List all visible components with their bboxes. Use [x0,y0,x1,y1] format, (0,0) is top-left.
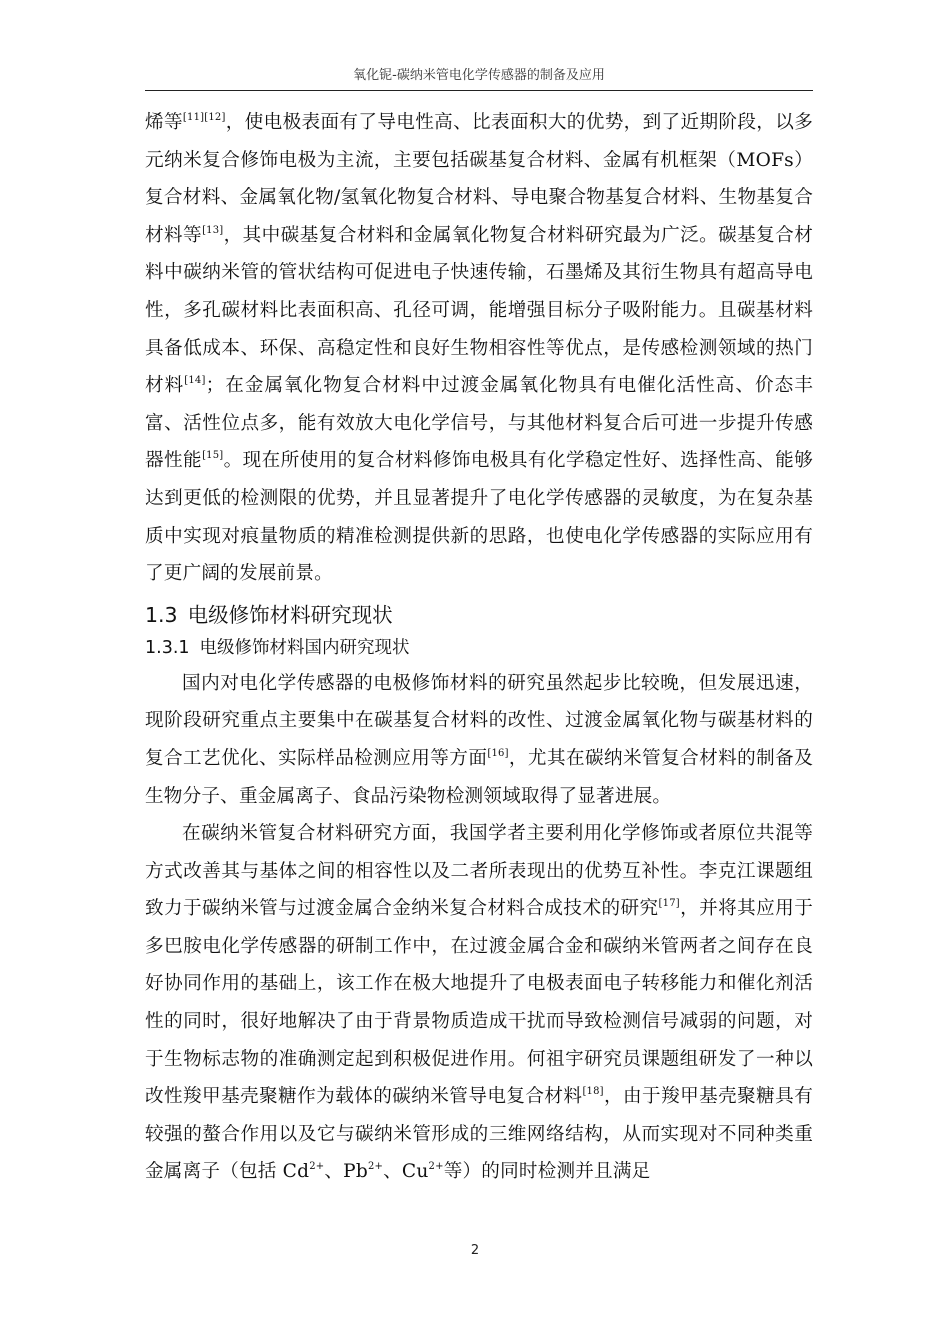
text-run: 烯等 [145,112,183,133]
text-run: 在碳纳米管复合材料研究方面，我国学者主要利用化学修饰或者原位共混等方式改善其与基体之间的相容性以及二者所表现出的优势互补性。李克江课题组致力于碳纳米管与过渡金属合金纳米复合材料合成技术的研究 [145,823,813,920]
citation: [13] [202,224,224,236]
citation: [18] [582,1086,604,1098]
ion-charge: 2+ [428,1161,444,1173]
citation: [15] [202,450,224,462]
text-run: ，由于羧甲基壳聚糖具有较强的螯合作用以及它与碳纳米管形成的三维网络结构，从而实现对不同种类重金属离子（包括 Cd [145,1086,813,1183]
text-run: 国内对电化学传感器的电极修饰材料的研究虽然起步比较晚，但发展迅速，现阶段研究重点主要集中在碳基复合材料的改性、过渡金属氧化物与碳基材料的复合工艺优化、实际样品检测应用等方面 [145,672,813,769]
text-run: 。现在所使用的复合材料修饰电极具有化学稳定性好、选择性高、能够达到更低的检测限的优势，并且显著提升了电化学传感器的灵敏度，为在复杂基质中实现对痕量物质的精准检测提供新的思路，也使电化学传感器的实际应用有了更广阔的发展前景。 [145,450,813,585]
running-header: 氧化铌-碳纳米管电化学传感器的制备及应用 [145,62,813,91]
citation: [14] [184,375,206,387]
text-run: 、Cu [383,1161,429,1183]
ion-charge: 2+ [367,1161,384,1173]
body-text [145,104,813,1191]
section-number: 1.3 [145,602,178,627]
paragraph-3 [145,815,813,1191]
subsection-heading [145,633,813,663]
section-heading [145,600,813,630]
ion-charge: 2+ [309,1161,325,1173]
paragraph-1 [145,104,813,593]
text-run: ，并将其应用于多巴胺电化学传感器的研制工作中，在过渡金属合金和碳纳米管两者之间存在良好协同作用的基础上，该工作在极大地提升了电极表面电子转移能力和催化剂活性的同时，很好地解决了由于背景物质造成干扰而导致检测信号减弱的问题，对于生物标志物的准确测定起到积极促进作用。何祖宇研究员课题组研发了一种以改性羧甲基壳聚糖作为载体的碳纳米管导电复合材料 [145,898,813,1108]
subsection-title: 电级修饰材料国内研究现状 [199,637,410,658]
text-run: 等）的同时检测并且满足 [443,1161,651,1183]
paragraph-2 [145,665,813,815]
text-run: ；在金属氧化物复合材料中过渡金属氧化物具有电催化活性高、价态丰富、活性位点多，能有效放大电化学信号，与其他材料复合后可进一步提升传感器性能 [145,375,814,472]
text-run: 、Pb [324,1161,368,1183]
section-title: 电级修饰材料研究现状 [187,602,393,627]
subsection-number: 1.3.1 [145,637,190,658]
text-run: ，使电极表面有了导电性高、比表面积大的优势，到了近期阶段，以多元纳米复合修饰电极为主流，主要包括碳基复合材料、金属有机框架（MOFs）复合材料、金属氧化物/氢氧化物复合材料、导电聚合物基复合材料、生物基复合材料等 [145,112,813,246]
text-run: ，其中碳基复合材料和金属氧化物复合材料研究最为广泛。碳基复合材料中碳纳米管的管状结构可促进电子快速传输，石墨烯及其衍生物具有超高导电性，多孔碳材料比表面积高、孔径可调，能增强目标分子吸附能力。且碳基材料具备低成本、环保、高稳定性和良好生物相容性等优点，是传感检测领域的热门材料 [145,224,813,397]
citation: [16] [487,747,509,759]
text-run: ，尤其在碳纳米管复合材料的制备及生物分子、重金属离子、食品污染物检测领域取得了显著进展。 [145,747,813,807]
citation: [17] [658,898,680,910]
page-number: 2 [470,1243,480,1258]
citation: [11][12] [182,112,226,123]
